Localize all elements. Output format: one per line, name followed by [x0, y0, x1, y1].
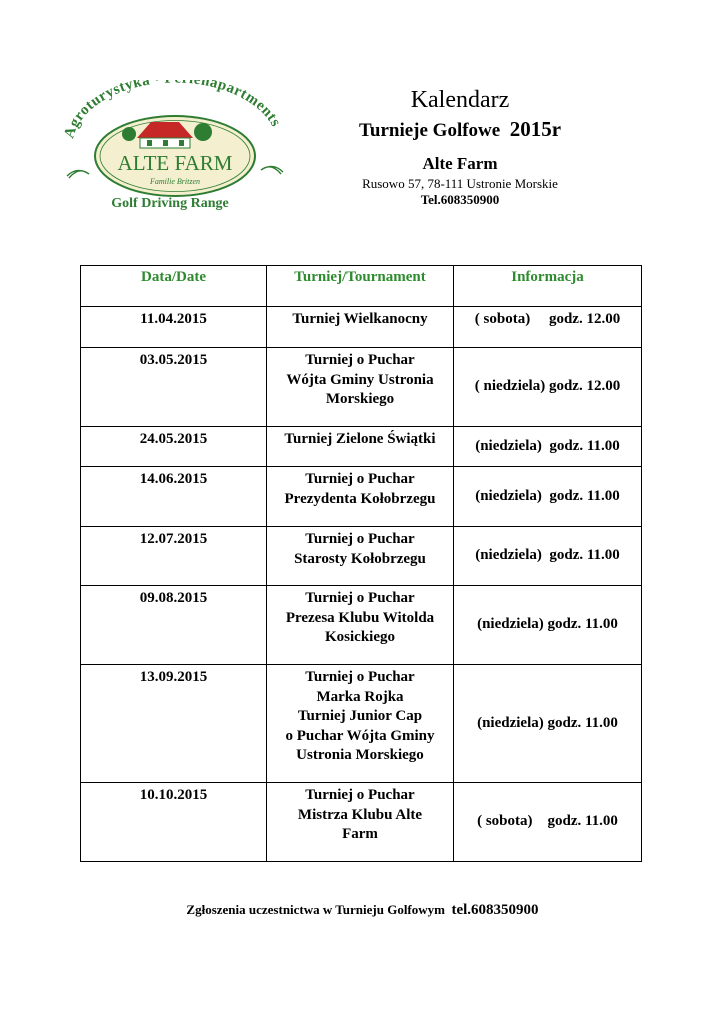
table-row — [81, 427, 642, 467]
cell-tournament — [267, 307, 454, 348]
table-row — [81, 665, 642, 783]
tournament-line: Morskiego — [325, 391, 395, 407]
tournament-line: Turniej Junior Cap — [297, 708, 423, 724]
cell-date: 10.10.2015 — [81, 783, 267, 862]
company-name: Alte Farm — [422, 154, 498, 173]
company-phone: Tel.608350900 — [420, 192, 500, 207]
tournament-line: o Puchar Wójta Gminy — [285, 727, 435, 744]
tournament-line: Turniej o Puchar — [305, 787, 415, 803]
cell-tournament — [267, 348, 454, 427]
left-flourish-icon — [67, 170, 89, 178]
tournament-line: Prezydenta Kołobrzegu — [284, 490, 436, 507]
logo-tagline: Golf Driving Range — [111, 196, 229, 211]
cell-info: (niedziela) godz. 11.00 — [454, 527, 642, 586]
tournament-line: Turniej o Puchar — [305, 531, 415, 547]
page-title: Kalendarz — [410, 87, 510, 113]
cell-info: (niedziela) godz. 11.00 — [454, 586, 642, 665]
footer-note — [0, 902, 725, 919]
tournament-line: Turniej Zielone Świątki — [284, 431, 436, 447]
cell-info: ( sobota) godz. 12.00 — [454, 307, 642, 348]
column-header-info: Informacja — [454, 266, 642, 307]
tournament-line: Turniej o Puchar — [305, 669, 415, 685]
tournament-line: Farm — [342, 826, 378, 842]
cell-date: 24.05.2015 — [81, 427, 267, 467]
tournament-line: Turniej o Puchar — [305, 352, 415, 368]
table-row — [81, 586, 642, 665]
cell-tournament — [267, 427, 454, 467]
tournament-line: Starosty Kołobrzegu — [294, 550, 426, 567]
table-row — [81, 783, 642, 862]
company-address: Rusowo 57, 78-111 Ustronie Morskie — [362, 176, 558, 191]
cell-tournament — [267, 665, 454, 783]
table-body — [81, 307, 642, 862]
cell-date: 14.06.2015 — [81, 467, 267, 527]
tournament-line: Marka Rojka — [316, 688, 404, 705]
subtitle-year: 2015r — [509, 117, 562, 141]
tournament-table — [80, 265, 642, 862]
alte-farm-logo — [55, 80, 290, 215]
cell-date: 09.08.2015 — [81, 586, 267, 665]
table-header-row — [81, 266, 642, 307]
right-flourish-icon — [261, 166, 283, 174]
page-subtitle — [330, 116, 590, 144]
column-header-date: Data/Date — [81, 266, 267, 307]
table-row — [81, 307, 642, 348]
logo-family: Familie Britzen — [150, 177, 200, 186]
cell-tournament — [267, 527, 454, 586]
tournament-line: Ustronia Morskiego — [296, 747, 424, 763]
cell-info: ( niedziela) godz. 12.00 — [454, 348, 642, 427]
tournament-line: Kosickiego — [325, 629, 395, 645]
cell-info: (niedziela) godz. 11.00 — [454, 427, 642, 467]
tournament-line: Turniej o Puchar — [305, 590, 415, 606]
tournament-line: Prezesa Klubu Witolda — [285, 609, 435, 626]
footer-phone: tel.608350900 — [451, 902, 539, 918]
cell-date: 03.05.2015 — [81, 348, 267, 427]
cell-date: 11.04.2015 — [81, 307, 267, 348]
table-row — [81, 467, 642, 527]
tournament-line: Turniej o Puchar — [305, 471, 415, 487]
tournament-line: Turniej Wielkanocny — [292, 311, 428, 327]
document-header — [330, 86, 590, 208]
cell-tournament — [267, 783, 454, 862]
cell-tournament — [267, 586, 454, 665]
footer-text: Zgłoszenia uczestnictwa w Turnieju Golfowym — [186, 902, 445, 917]
table-row — [81, 348, 642, 427]
cell-info: (niedziela) godz. 11.00 — [454, 467, 642, 527]
cell-tournament — [267, 467, 454, 527]
logo-graphic — [55, 80, 290, 215]
tournament-line: Wójta Gminy Ustronia — [286, 371, 434, 388]
cell-info: (niedziela) godz. 11.00 — [454, 665, 642, 783]
cell-date: 13.09.2015 — [81, 665, 267, 783]
cell-date: 12.07.2015 — [81, 527, 267, 586]
table-row — [81, 527, 642, 586]
logo-arc-text: Agroturystyka napartments — [61, 80, 284, 141]
logo-name: ALTE FARM — [117, 151, 233, 175]
cell-info: ( sobota) godz. 11.00 — [454, 783, 642, 862]
subtitle-text: Turnieje Golfowe — [358, 120, 501, 141]
tournament-line: Mistrza Klubu Alte — [297, 806, 423, 823]
column-header-tournament: Turniej/Tournament — [267, 266, 454, 307]
